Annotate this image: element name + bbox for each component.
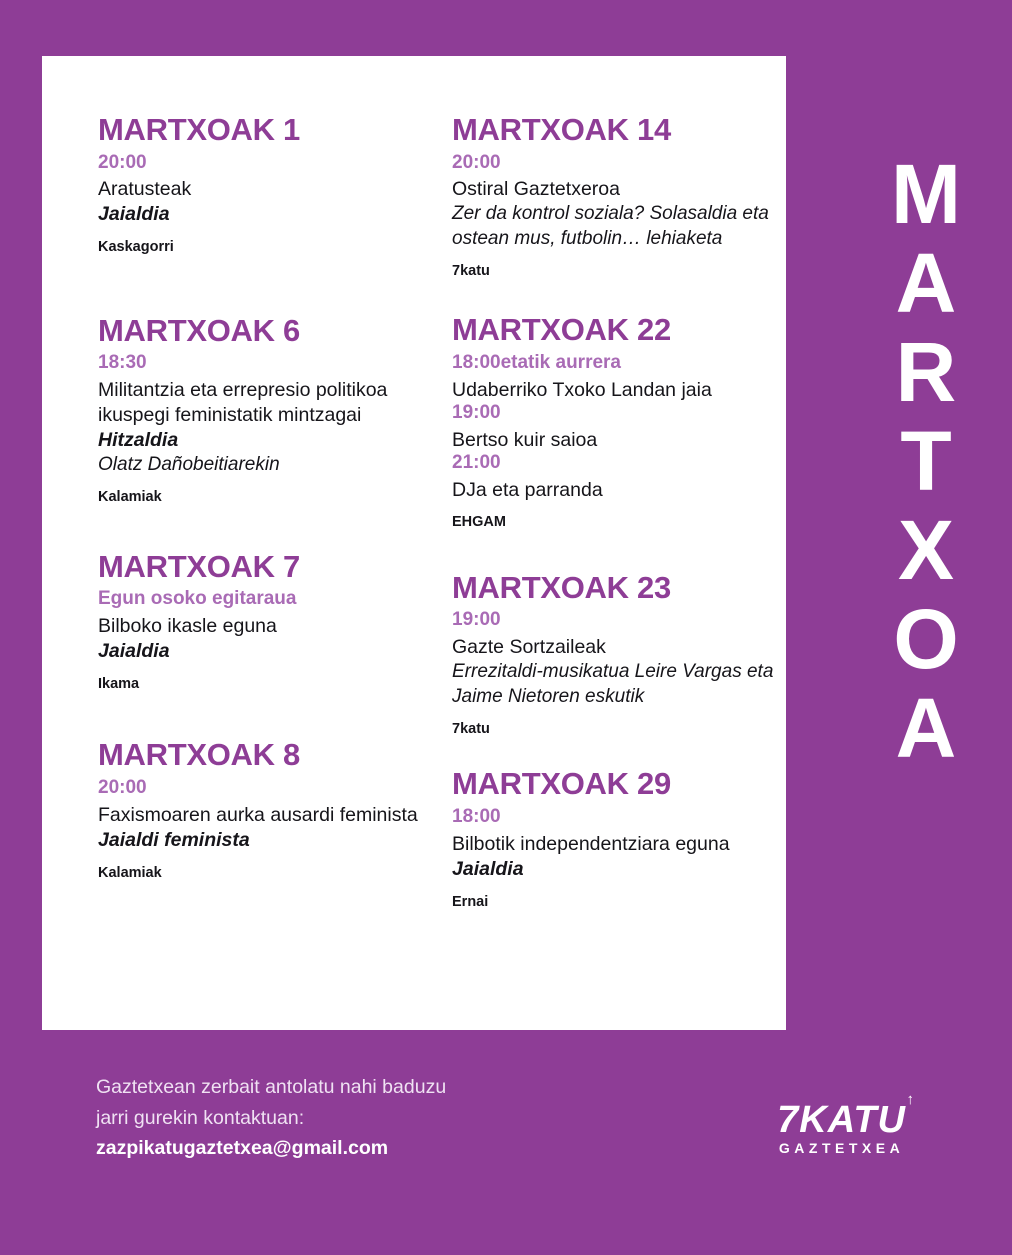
event-item <box>452 314 782 531</box>
event-time-secondary: 19:00 <box>452 401 501 423</box>
event-title: Bilboko ikasle eguna <box>98 615 277 638</box>
vertical-letter: A <box>895 681 957 776</box>
event-title: Militantzia eta errepresio politikoa ikuspegi feministatik mintzagai <box>98 379 388 427</box>
event-title: Gazte Sortzaileak <box>452 636 606 659</box>
event-date: MARTXOAK 1 <box>98 112 300 147</box>
event-detail: Zer da kontrol soziala? Solasaldia eta ostean mus, futbolin… lehiaketa <box>452 203 769 249</box>
events-card <box>42 56 786 1030</box>
event-subtitle: Jaialdia <box>452 857 524 880</box>
event-date: MARTXOAK 14 <box>452 112 671 147</box>
event-time: 18:00etatik aurrera <box>452 351 621 373</box>
event-title: Faxismoaren aurka ausardi feminista <box>98 803 418 826</box>
event-organizer: 7katu <box>452 720 490 737</box>
logo-sub-text: GAZTETXEA <box>778 1140 905 1156</box>
event-organizer: EHGAM <box>452 514 506 531</box>
event-time: 18:00 <box>452 805 501 827</box>
vertical-letter: O <box>893 592 959 687</box>
event-item <box>98 312 434 507</box>
event-item <box>98 114 434 257</box>
vertical-letter: M <box>891 147 961 241</box>
event-organizer: Ernai <box>452 893 489 910</box>
event-item <box>452 114 782 280</box>
vertical-letter: A <box>895 236 957 331</box>
spacer <box>98 507 434 551</box>
footer-contact <box>96 1072 736 1163</box>
events-columns <box>98 112 774 911</box>
event-date: MARTXOAK 8 <box>98 737 300 773</box>
event-date: MARTXOAK 6 <box>98 312 300 348</box>
logo-main-text: 7KATU <box>777 1099 906 1141</box>
events-column-left <box>98 114 434 911</box>
event-detail: Errezitaldi-musikatua Leire Vargas eta Jaime Nietoren eskutik <box>452 661 774 707</box>
footer-email[interactable]: zazpikatugaztetxea@gmail.com <box>96 1136 389 1159</box>
event-time-tertiary: 21:00 <box>452 451 501 473</box>
event-subtitle: Jaialdia <box>98 640 170 663</box>
gaztetxea-logo <box>777 1091 914 1156</box>
event-item <box>452 768 782 911</box>
spacer <box>452 532 782 572</box>
vertical-letter: T <box>900 414 952 509</box>
spacer <box>452 738 782 768</box>
event-title: Ostiral Gaztetxeroa <box>452 178 620 201</box>
event-date: MARTXOAK 29 <box>452 766 671 802</box>
event-title-tertiary: DJa eta parranda <box>452 478 603 501</box>
footer-line-1: Gaztetxean zerbait antolatu nahi baduzu <box>96 1076 447 1099</box>
event-title: Bilbotik independentziara eguna <box>452 832 730 855</box>
event-time: 18:30 <box>98 352 147 374</box>
footer-line-2: jarri gurekin kontaktuan: <box>96 1106 305 1129</box>
event-time: 20:00 <box>452 151 501 173</box>
event-item <box>452 569 782 738</box>
event-subtitle: Jaialdia <box>98 203 170 226</box>
event-subtitle: Hitzaldia <box>98 429 179 452</box>
event-item <box>98 739 434 882</box>
event-time: 20:00 <box>98 151 147 173</box>
spacer <box>98 257 434 315</box>
spacer <box>452 280 782 314</box>
event-time: 20:00 <box>98 777 147 799</box>
event-item <box>98 548 434 694</box>
event-organizer: 7katu <box>452 263 490 280</box>
events-column-right <box>452 114 782 911</box>
vertical-month-title <box>866 147 986 776</box>
event-time: Egun osoko egitaraua <box>98 588 297 610</box>
event-date: MARTXOAK 7 <box>98 548 300 584</box>
event-date: MARTXOAK 22 <box>452 312 671 348</box>
event-organizer: Kalamiak <box>98 864 162 881</box>
event-organizer: Ikama <box>98 676 140 693</box>
vertical-letter: R <box>895 325 957 420</box>
event-detail: Olatz Dañobeitiarekin <box>98 454 280 476</box>
event-date: MARTXOAK 23 <box>452 569 671 605</box>
poster-inner <box>34 30 980 1225</box>
vertical-letter: X <box>897 503 955 598</box>
event-time: 19:00 <box>452 609 501 631</box>
event-organizer: Kalamiak <box>98 489 162 506</box>
event-title: Aratusteak <box>98 178 192 201</box>
event-organizer: Kaskagorri <box>98 239 174 256</box>
logo-arrow-icon: ↑ <box>906 1091 914 1108</box>
event-title: Udaberriko Txoko Landan jaia <box>452 378 712 401</box>
event-subtitle: Jaialdi feminista <box>98 828 250 851</box>
event-title-secondary: Bertso kuir saioa <box>452 428 598 451</box>
spacer <box>98 693 434 739</box>
